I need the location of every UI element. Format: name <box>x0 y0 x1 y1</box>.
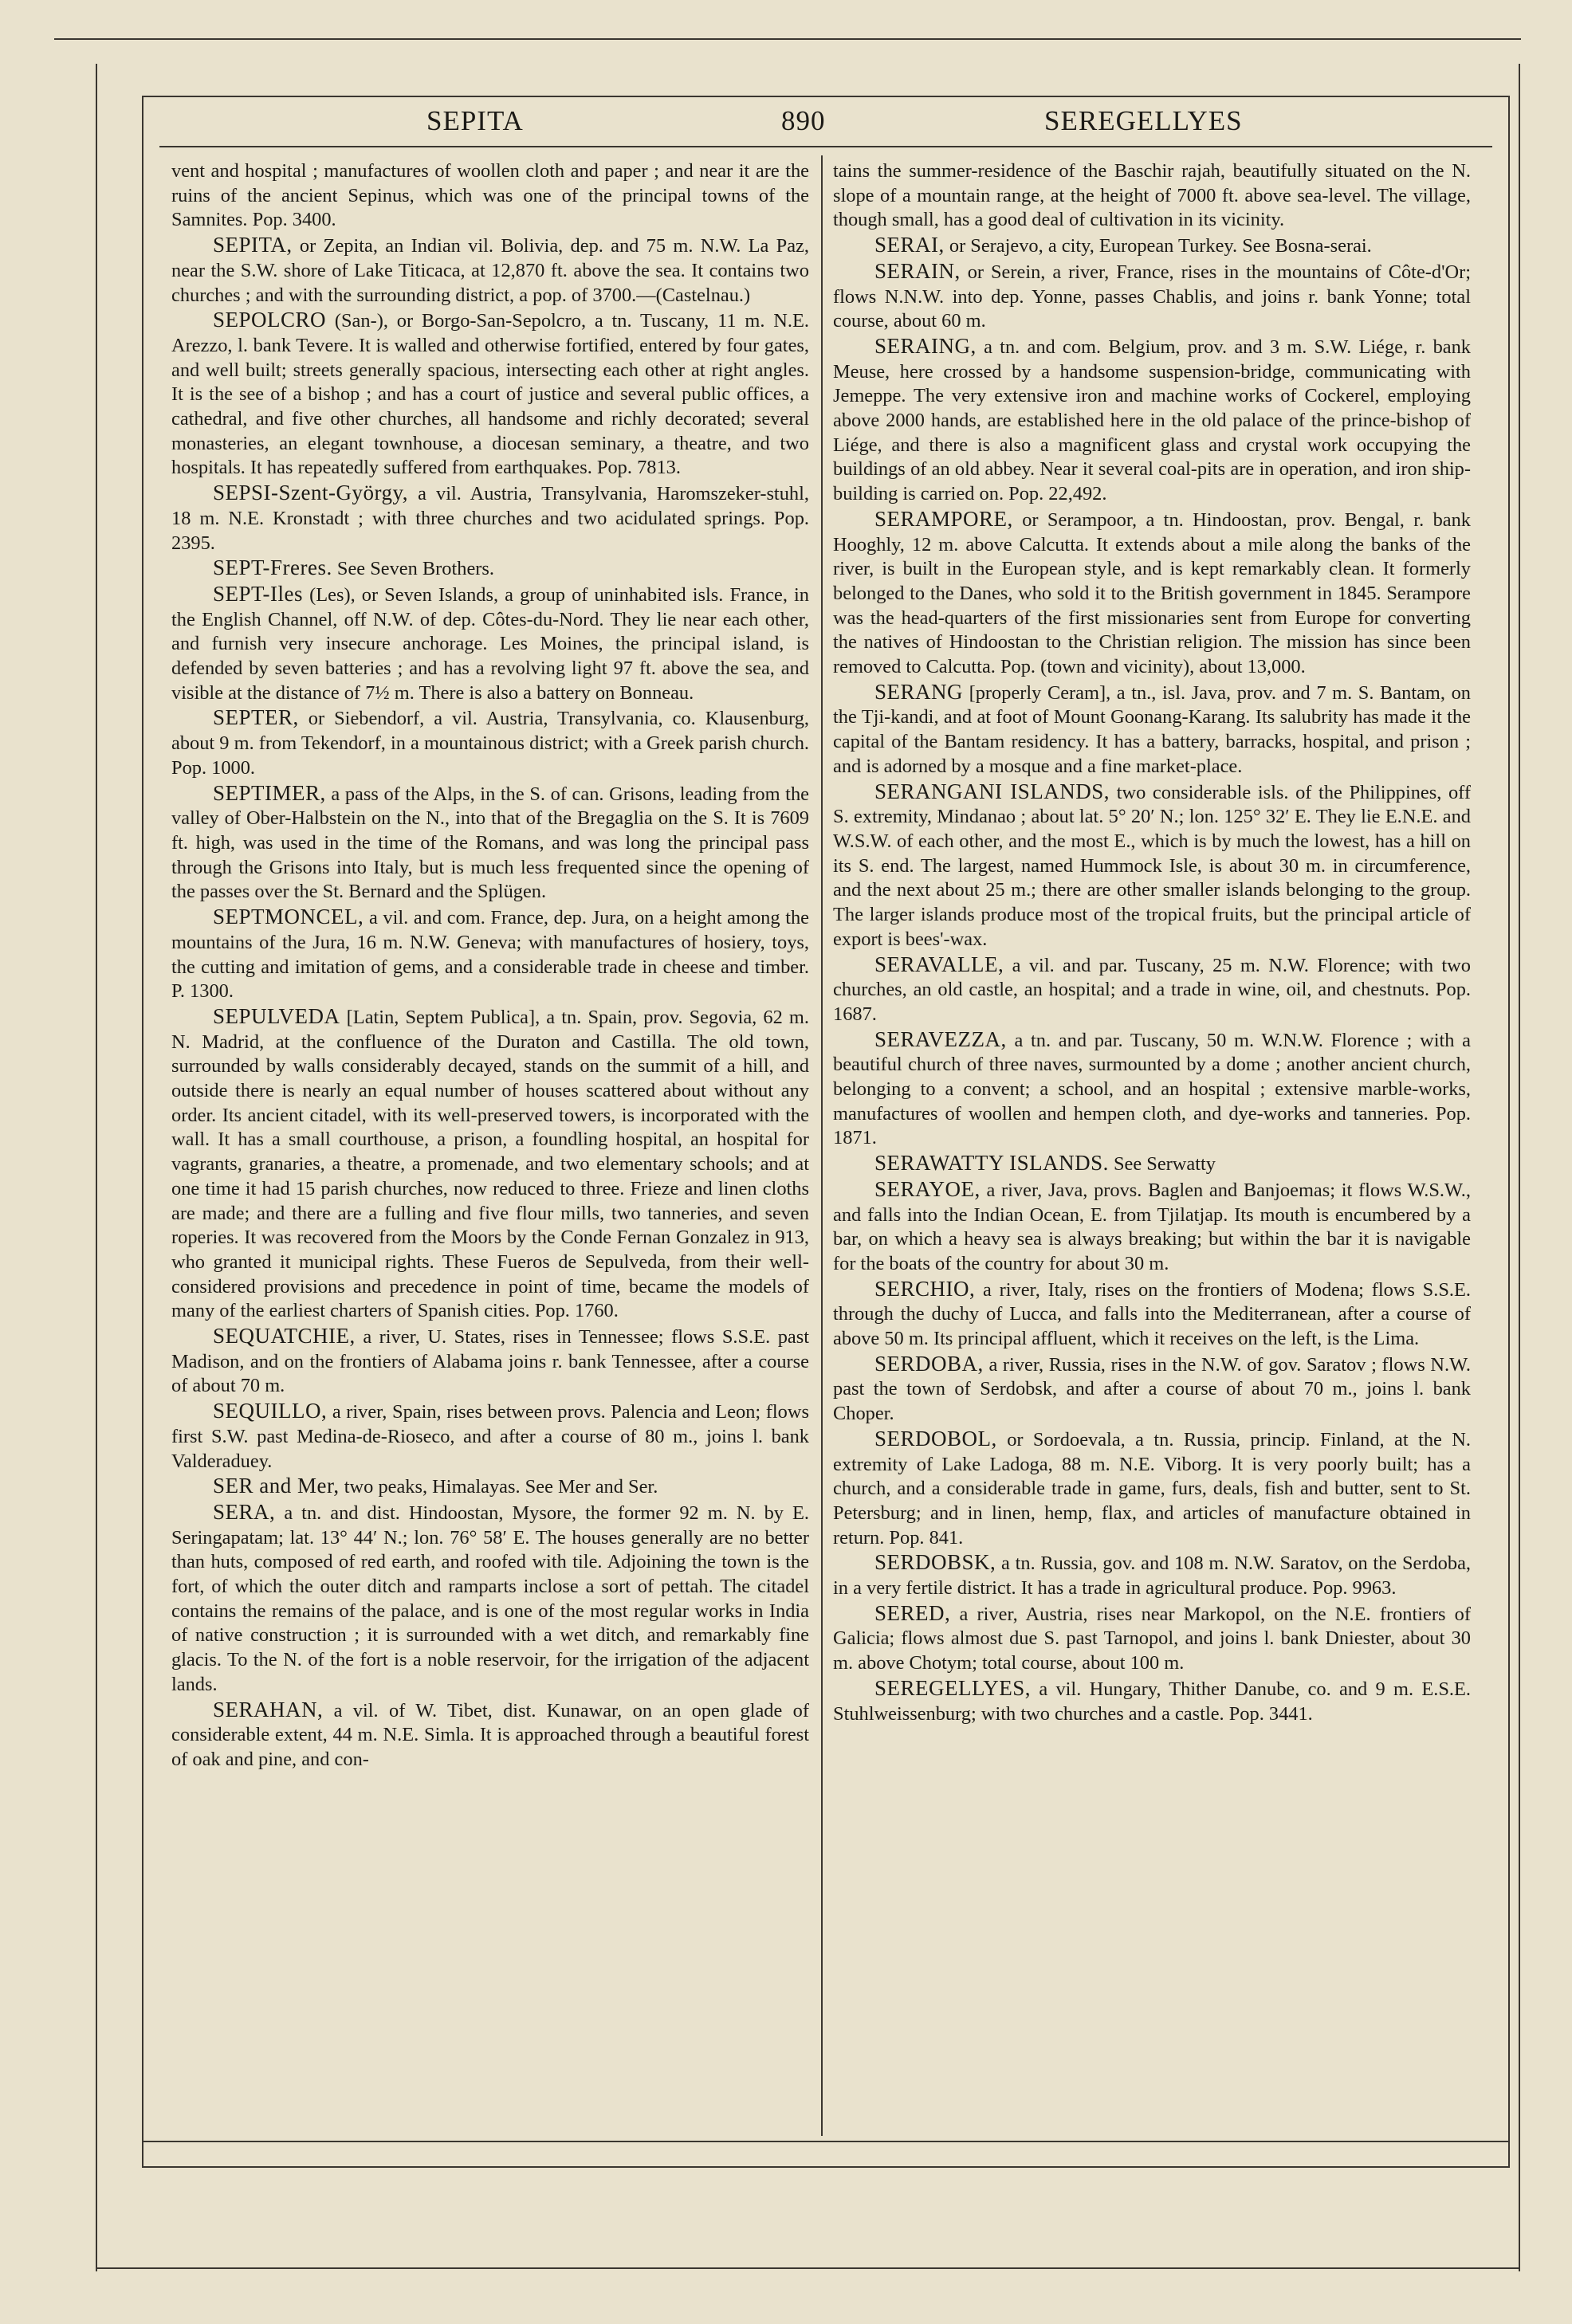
dictionary-entry <box>171 481 809 555</box>
entry-text: vent and hospital ; manufactures of woollen cloth and paper ; and near it are the ruins of the ancient Sepinus, which was one of the principal towns of the Samnites. Pop. 3400. <box>171 160 809 231</box>
entry-text: two considerable isls. of the Philippines, off S. extremity, Mindanao ; about lat. 5° 20′ N.; lon. 125° 32′ E. They lie E.N.E. and W.S.W. of each other, and the most E., which is by much the lowest, has a hill on its S. end. The largest, named Hummock Isle, is about 30 m. in circumference, and the next about 25 m.; there are other smaller islands belonging to the group. The larger islands produce most of the tropical fruits, but the principal article of export is bees'-wax. <box>833 781 1471 950</box>
page-number: 890 <box>781 105 826 136</box>
dictionary-entry <box>171 1399 809 1474</box>
entry-headword: SEPT-Freres. <box>213 555 332 580</box>
dictionary-entry <box>833 1550 1471 1600</box>
entry-text: (San-), or Borgo-San-Sepolcro, a tn. Tuscany, 11 m. N.E. Arezzo, l. bank Tevere. It is walled and otherwise fortified, entered by four gates, and well built; streets generally spacious, intersecting each other at right angles. It is the see of a bishop ; and has a court of justice and several public offices, a cathedral, and five other churches, all handsome and richly decorated; several monasteries, an elegant townhouse, a diocesan seminary, a theatre, and two hospitals. It has repeatedly suffered from earthquakes. Pop. 7813. <box>171 310 809 479</box>
dictionary-entry <box>171 159 809 233</box>
entry-text: or Zepita, an Indian vil. Bolivia, dep. and 75 m. N.W. La Paz, near the S.W. shore of Lake Titicaca, at 12,870 ft. above the sea. It contains two churches ; and with the surrounding district, a pop. of 3700.—(Castelnau.) <box>171 235 809 306</box>
entry-text: a vil. and par. Tuscany, 25 m. N.W. Florence; with two churches, an old castle, an hospital; and a trade in wine, oil, and chestnuts. Pop. 1687. <box>833 954 1471 1025</box>
entry-headword: SEQUILLO, <box>213 1399 328 1423</box>
entry-text: a vil. Hungary, Thither Danube, co. and 9 m. E.S.E. Stuhlweissenburg; with two churches and a castle. Pop. 3441. <box>833 1678 1471 1725</box>
entry-headword: SEPITA, <box>213 233 293 257</box>
dictionary-entry <box>833 1027 1471 1152</box>
dictionary-entry <box>171 308 809 481</box>
entry-text: [Latin, Septem Publica], a tn. Spain, prov. Segovia, 62 m. N. Madrid, at the confluence of the Duraton and Castilla. The old town, surrounded by walls considerably decayed, stands on the summit of a hill, and outside there is nearly an equal number of houses scattered about without any order. Its ancient citadel, with its well-preserved towers, is incorporated with the wall. It has a small courthouse, a prison, a foundling hospital, an hospital for vagrants, granaries, a theatre, a promenade, and two elementary schools; and at one time it had 15 parish churches, now reduced to three. Frieze and linen cloths are made; and there are a fulling and five flour mills, two tanneries, and seven roperies. It was recovered from the Moors by the Conde Fernan Gonzalez in 913, who granted it municipal rights. These Fueros de Sepulveda, from their well-considered provisions and precedence in point of time, became the models of many of the earliest charters of Spanish cities. Pop. 1760. <box>171 1006 809 1322</box>
entry-headword: SERANG <box>874 679 964 704</box>
dictionary-entry <box>171 233 809 308</box>
entry-text: a river, Russia, rises in the N.W. of gov. Saratov ; flows N.W. past the town of Serdobsk, and after a course of about 70 m., joins l. bank Choper. <box>833 1353 1471 1425</box>
dictionary-entry <box>833 159 1471 233</box>
entry-headword: SERDOBSK, <box>874 1550 996 1575</box>
entry-text: a river, Java, provs. Baglen and Banjoemas; it flows W.S.W., and falls into the Indian Ocean, E. from Tjilatjap. Its mouth is encumbered by a bar, on which a heavy sea is always breaking; but within the bar it is navigable for the boats of the country for about 30 m. <box>833 1179 1472 1274</box>
entry-text: two peaks, Himalayas. See Mer and Ser. <box>344 1476 658 1498</box>
entry-text: [properly Ceram], a tn., isl. Java, prov. and 7 m. S. Bantam, on the Tji-kandi, and at foot of Mount Goonang-Karang. Its salubrity has made it the capital of the Bantam residency. It has a battery, barracks, hospital, and prison ; and is adorned by a mosque and a fine market-place. <box>833 681 1471 777</box>
column-divider <box>821 155 823 2136</box>
dictionary-entry <box>833 1427 1471 1551</box>
entry-headword: SER and Mer, <box>213 1474 340 1498</box>
dictionary-entry <box>171 1474 809 1500</box>
entry-headword: SEPULVEDA <box>213 1003 340 1028</box>
footer-rule <box>143 2141 1508 2142</box>
dictionary-entry <box>833 779 1471 952</box>
entry-text: or Sordoevala, a tn. Russia, princip. Finland, at the N. extremity of Lake Ladoga, 88 m. N.E. Viborg. It is very poorly built; has a church, and a considerable trade in game, furs, deals, fish and butter, sent to St. Petersburg; and in linen, hemp, flax, and articles of manufacture obtained in return. Pop. 841. <box>833 1428 1471 1549</box>
entry-text: a pass of the Alps, in the S. of can. Grisons, leading from the valley of Ober-Halbstein on the N., into that of the Bregaglia on the S. It is 7609 ft. high, was used in the time of the Romans, and was long the principal pass through the Grisons into Italy, but is much less frequented since the opening of the passes over the St. Bernard and the Splügen. <box>171 783 809 903</box>
entry-headword: SERAING, <box>874 333 977 358</box>
entry-headword: SERA, <box>213 1499 276 1524</box>
top-rule <box>54 38 1521 40</box>
entry-headword: SEPTMONCEL, <box>213 905 364 929</box>
entry-text: a river, Austria, rises near Markopol, on the N.E. frontiers of Galicia; flows almost due S. past Tarnopol, and joins l. bank Dniester, about 30 m. above Chotym; total course, about 100 m. <box>833 1603 1471 1674</box>
entry-headword: SERAVEZZA, <box>874 1027 1007 1051</box>
dictionary-entry <box>833 680 1471 779</box>
dictionary-entry <box>833 507 1471 680</box>
entry-headword: SEQUATCHIE, <box>213 1324 356 1348</box>
dictionary-entry <box>833 1151 1471 1177</box>
entry-text: See Seven Brothers. <box>336 558 494 580</box>
entry-headword: SERAMPORE, <box>874 506 1013 531</box>
entry-headword: SERAI, <box>874 233 945 257</box>
entry-headword: SEPTIMER, <box>213 780 326 805</box>
entry-headword: SERDOBOL, <box>874 1426 997 1451</box>
entry-headword: SEREGELLYES, <box>874 1675 1032 1700</box>
entry-headword: SERCHIO, <box>874 1276 976 1301</box>
dictionary-entry <box>833 1676 1471 1726</box>
dictionary-entry <box>833 334 1471 507</box>
entry-text: a tn. and par. Tuscany, 50 m. W.N.W. Florence ; with a beautiful church of three naves, surmounted by a dome ; another ancient church, belonging to a convent; a school, and an hospital ; extensive marble-works, manufactures of woollen and hempen cloth, and dye-works and tanneries. Pop. 1871. <box>833 1029 1471 1149</box>
dictionary-entry <box>171 1698 809 1772</box>
dictionary-entry <box>833 1177 1471 1277</box>
entry-headword: SERAIN, <box>874 258 961 283</box>
dictionary-entry <box>171 1004 809 1324</box>
entry-text: (Les), or Seven Islands, a group of uninhabited isls. France, in the English Channel, off N.W. of dep. Côtes-du-Nord. They lie near each other, and furnish very insecure anchorage. Les Moines, the principal island, is defended by seven batteries ; and has a revolving light 97 ft. above the sea, and visible at the distance of 7½ m. There is also a battery on Bonneau. <box>171 583 809 704</box>
dictionary-entry <box>833 952 1471 1027</box>
left-outer-rule <box>96 64 97 2271</box>
dictionary-entry <box>171 555 809 582</box>
dictionary-entry <box>833 1601 1471 1676</box>
entry-text: a river, U. States, rises in Tennessee; flows S.S.E. past Madison, and on the frontiers of Alabama joins r. bank Tennessee, after a course of about 70 m. <box>171 1326 809 1397</box>
dictionary-entry <box>171 582 809 706</box>
right-column <box>833 159 1471 1726</box>
dictionary-entry <box>171 705 809 780</box>
running-header <box>159 105 1492 142</box>
header-rule <box>159 146 1492 147</box>
entry-text: See Serwatty <box>1113 1153 1216 1176</box>
entry-headword: SEPSI-Szent-György, <box>213 481 408 505</box>
entry-text: a vil. and com. France, dep. Jura, on a height among the mountains of the Jura, 16 m. N.W. Geneva; with manufactures of hosiery, toys, the cutting and imitation of gems, and a considerable trade in cheese and timber. P. 1300. <box>171 907 809 1003</box>
entry-headword: SERAWATTY ISLANDS. <box>874 1151 1109 1176</box>
entry-text: a tn. and dist. Hindoostan, Mysore, the former 92 m. N. by E. Seringapatam; lat. 13° 44′ N.; lon. 76° 58′ E. The houses generally are no better than huts, composed of red earth, and roofed with tile. Adjoining the town is the fort, of which the outer ditch and ramparts inclose a sort of pettah. The citadel contains the remains of the palace, and is one of the most regular works in India of native construction ; it is surrounded with a wet ditch, and remarkably fine glacis. To the N. of the fort is a noble reservoir, for the irrigation of the adjacent lands. <box>171 1502 809 1695</box>
bottom-rule <box>96 2267 1520 2269</box>
entry-text: or Serajevo, a city, European Turkey. See Bosna-serai. <box>949 235 1372 257</box>
entry-headword: SERED, <box>874 1600 951 1625</box>
entry-headword: SERDOBA, <box>874 1351 984 1376</box>
entry-headword: SERANGANI ISLANDS, <box>874 779 1110 803</box>
header-last-entry: SEREGELLYES <box>1044 105 1243 136</box>
entry-headword: SERAYOE, <box>874 1176 981 1201</box>
dictionary-entry <box>171 1324 809 1399</box>
entry-text: a vil. of W. Tibet, dist. Kunawar, on an open glade of considerable extent, 44 m. N.E. Simla. It is approached through a beautiful forest of oak and pine, and con- <box>171 1699 809 1770</box>
entry-text: a vil. Austria, Transylvania, Haromszeker-stuhl, 18 m. N.E. Kronstadt ; with three churches and two acidulated springs. Pop. 2395. <box>171 483 809 554</box>
dictionary-entry <box>833 233 1471 259</box>
entry-text: a tn. Russia, gov. and 108 m. N.W. Saratov, on the Serdoba, in a very fertile district. It has a trade in agricultural produce. Pop. 9963. <box>833 1553 1471 1600</box>
entry-text: a tn. and com. Belgium, prov. and 3 m. S.W. Liége, r. bank Meuse, here crossed by a handsome suspension-bridge, communicating with Jemeppe. The very extensive iron and machine works of Cockerel, employing above 2000 hands, are established here in the old palace of the prince-bishop of Liége, and there is also a magnificent glass and crystal work occupying the buildings of an old abbey. Near it several coal-pits are in operation, and iron ship-building is carried on. Pop. 22,492. <box>833 336 1471 505</box>
entry-headword: SERAVALLE, <box>874 952 1004 976</box>
entry-text: tains the summer-residence of the Baschir rajah, beautifully situated on the N. slope of a mountain range, at the height of 7000 ft. above sea-level. The village, though small, has a good deal of cultivation in its vicinity. <box>833 160 1471 231</box>
dictionary-entry <box>171 905 809 1004</box>
entry-headword: SEPT-Iles <box>213 581 304 606</box>
dictionary-entry <box>833 259 1471 334</box>
entry-headword: SERAHAN, <box>213 1697 324 1721</box>
entry-text: or Serein, a river, France, rises in the mountains of Côte-d'Or; flows N.N.W. into dep. Yonne, passes Chablis, and joins r. bank Yonne; total course, about 60 m. <box>833 261 1471 332</box>
entry-headword: SEPOLCRO <box>213 308 327 332</box>
entry-text: a river, Italy, rises on the frontiers of Modena; flows S.S.E. through the duchy of Lucca, and falls into the Mediterranean, after a course of above 50 m. Its principal affluent, which it receives on the left, is the Lima. <box>833 1278 1471 1350</box>
dictionary-entry <box>833 1277 1471 1352</box>
dictionary-entry <box>171 781 809 905</box>
entry-text: or Siebendorf, a vil. Austria, Transylvania, co. Klausenburg, about 9 m. from Tekendorf, in a mountainous district; with a Greek parish church. Pop. 1000. <box>171 708 810 779</box>
header-first-entry: SEPITA <box>426 105 524 136</box>
dictionary-entry <box>833 1352 1471 1427</box>
entry-headword: SEPTER, <box>213 705 299 730</box>
entry-text: or Serampoor, a tn. Hindoostan, prov. Bengal, r. bank Hooghly, 12 m. above Calcutta. It extends about a mile along the banks of the river, is built in the European style, and is kept remarkably clean. It formerly belonged to the Danes, who sold it to the British government in 1845. Serampore was the head-quarters of the first missionaries sent from Europe for converting the natives of Hindoostan to the Christian religion. The mission has since been removed to Calcutta. Pop. (town and vicinity), about 13,000. <box>833 508 1471 678</box>
dictionary-entry <box>171 1500 809 1698</box>
left-column <box>171 159 809 1772</box>
entry-text: a river, Spain, rises between provs. Palencia and Leon; flows first S.W. past Medina-de-Rioseco, and after a course of 80 m., joins l. bank Valderaduey. <box>171 1401 809 1472</box>
right-outer-rule <box>1519 64 1520 2271</box>
